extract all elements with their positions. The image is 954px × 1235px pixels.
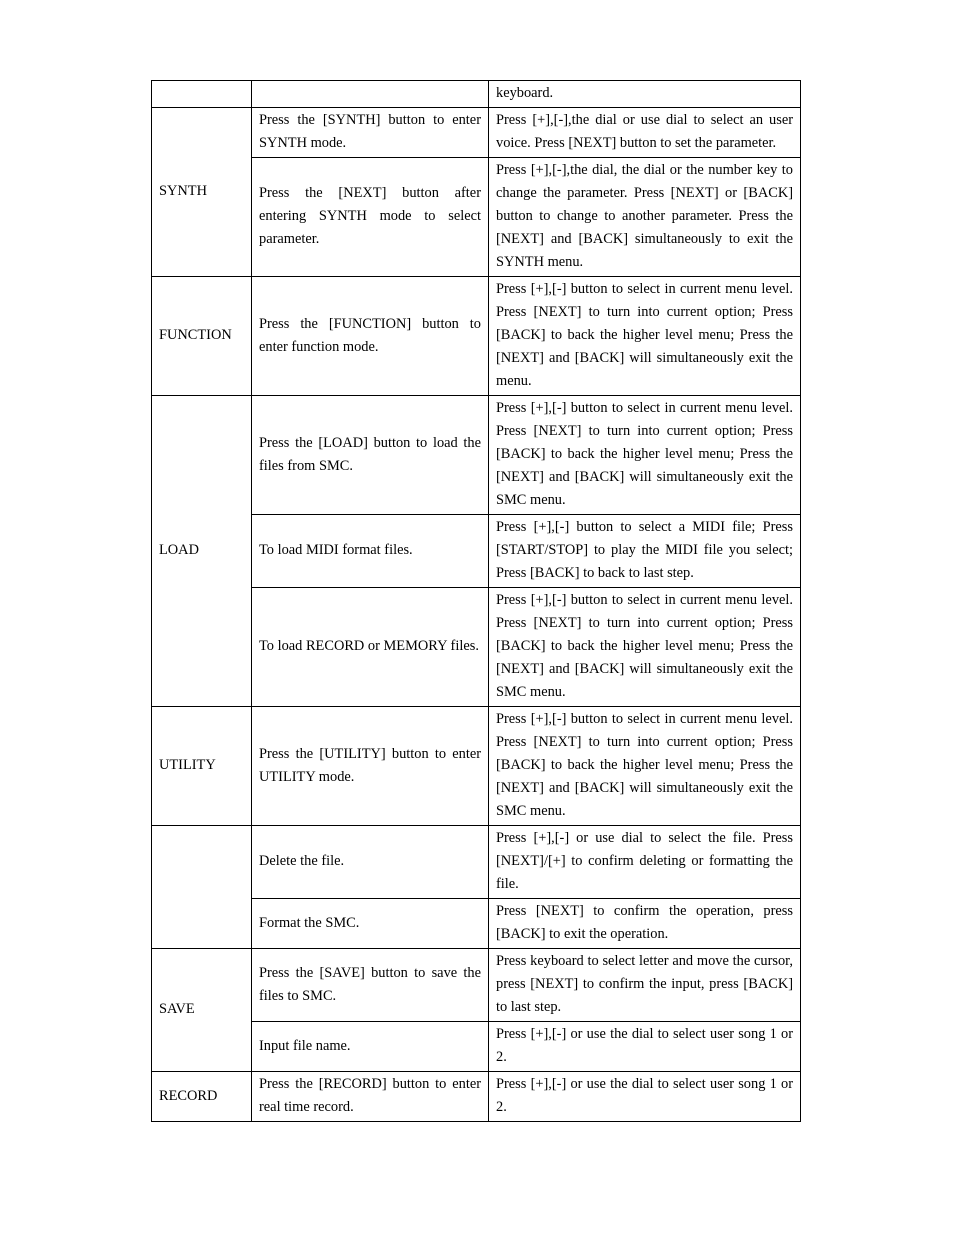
table-row [152,1072,801,1122]
table-row [152,826,801,899]
instruction-cell: Press [+],[-] button to select in current menu level. Press [NEXT] to turn into current option; Press [BACK] to back the higher level menu; Press the [NEXT] and [BACK] will simultaneously exit the menu. [489,277,801,396]
instruction-cell: keyboard. [489,81,801,108]
action-cell: Press the [RECORD] button to enter real time record. [252,1072,489,1122]
table-row [152,949,801,1022]
action-cell: Delete the file. [252,826,489,899]
instruction-cell: Press [+],[-] button to select in current menu level. Press [NEXT] to turn into current option; Press [BACK] to back the higher level menu; Press the [NEXT] and [BACK] will simultaneously exit the SMC menu. [489,396,801,515]
instruction-cell: Press [+],[-],the dial or use dial to select an user voice. Press [NEXT] button to set the parameter. [489,108,801,158]
instruction-cell: Press [+],[-] or use the dial to select user song 1 or 2. [489,1072,801,1122]
mode-cell-function: FUNCTION [152,277,252,396]
mode-cell-load: LOAD [152,396,252,707]
table-row [152,108,801,158]
action-cell: Input file name. [252,1022,489,1072]
mode-cell [152,81,252,108]
action-cell: Press the [NEXT] button after entering SYNTH mode to select parameter. [252,158,489,277]
action-cell: Press the [UTILITY] button to enter UTILITY mode. [252,707,489,826]
action-cell [252,81,489,108]
table-row [152,707,801,826]
mode-cell-blank [152,826,252,949]
table-row [152,396,801,515]
action-cell: To load MIDI format files. [252,515,489,588]
action-cell: Format the SMC. [252,899,489,949]
instruction-cell: Press [+],[-] button to select a MIDI file; Press [START/STOP] to play the MIDI file you select; Press [BACK] to back to last step. [489,515,801,588]
instruction-cell: Press keyboard to select letter and move the cursor, press [NEXT] to confirm the input, press [BACK] to last step. [489,949,801,1022]
operations-table [151,80,801,1122]
action-cell: To load RECORD or MEMORY files. [252,588,489,707]
mode-cell-record: RECORD [152,1072,252,1122]
table-row [152,277,801,396]
mode-cell-synth: SYNTH [152,108,252,277]
instruction-cell: Press [NEXT] to confirm the operation, press [BACK] to exit the operation. [489,899,801,949]
instruction-cell: Press [+],[-] button to select in current menu level. Press [NEXT] to turn into current option; Press [BACK] to back the higher level menu; Press the [NEXT] and [BACK] will simultaneously exit the SMC menu. [489,707,801,826]
instruction-cell: Press [+],[-],the dial, the dial or the number key to change the parameter. Press [NEXT] or [BACK] button to change to another parameter. Press the [NEXT] and [BACK] simultaneously to exit the SYNTH menu. [489,158,801,277]
instruction-cell: Press [+],[-] or use the dial to select user song 1 or 2. [489,1022,801,1072]
instruction-cell: Press [+],[-] button to select in current menu level. Press [NEXT] to turn into current option; Press [BACK] to back the higher level menu; Press the [NEXT] and [BACK] will simultaneously exit the SMC menu. [489,588,801,707]
action-cell: Press the [FUNCTION] button to enter function mode. [252,277,489,396]
table-row [152,81,801,108]
mode-cell-utility: UTILITY [152,707,252,826]
action-cell: Press the [SYNTH] button to enter SYNTH mode. [252,108,489,158]
action-cell: Press the [LOAD] button to load the files from SMC. [252,396,489,515]
instruction-cell: Press [+],[-] or use dial to select the file. Press [NEXT]/[+] to confirm deleting or formatting the file. [489,826,801,899]
mode-cell-save: SAVE [152,949,252,1072]
action-cell: Press the [SAVE] button to save the files to SMC. [252,949,489,1022]
